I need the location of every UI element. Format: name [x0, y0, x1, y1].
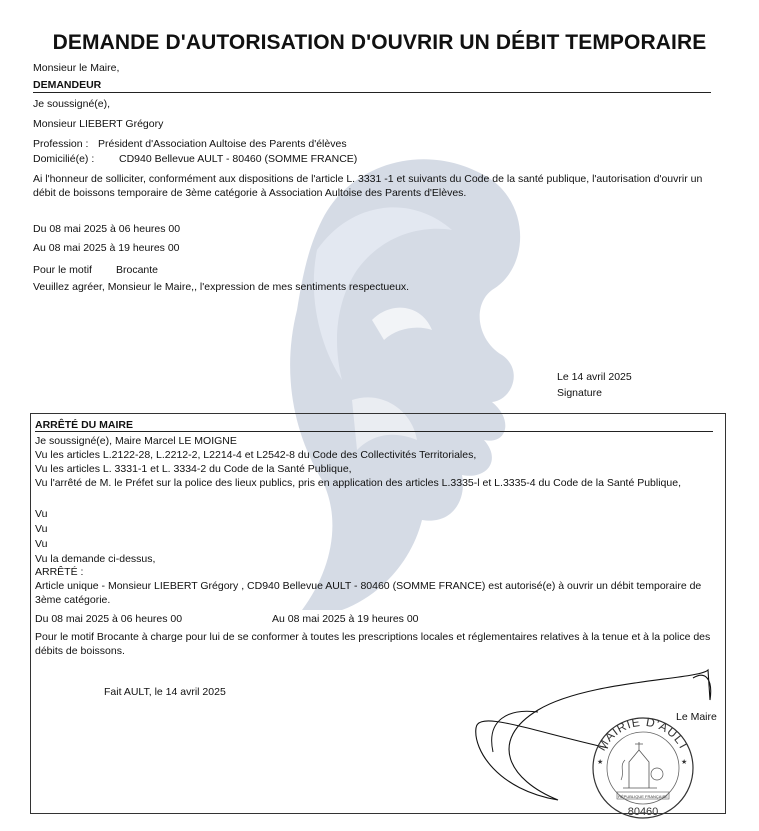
- arrete-vu-3: Vu: [35, 538, 48, 550]
- motif-value: Brocante: [116, 264, 159, 276]
- svg-text:★: ★: [681, 759, 688, 766]
- svg-text:80460: 80460: [627, 806, 659, 818]
- article-unique: Article unique - Monsieur LIEBERT Grégory , CD940 Bellevue AULT - 80460 (SOMME FRANCE) est autorisé(e) à ouvrir un débit temporaire de 3ème catégorie.: [35, 580, 702, 606]
- soussigne-text: Je soussigné(e),: [33, 98, 111, 110]
- arrete-rule: [35, 431, 713, 432]
- arrete-motif: Pour le motif Brocante à charge pour lui de se conformer à toutes les prescriptions locales et réglementaires relatives à la tenue et à la police des débits de boissons.: [35, 631, 711, 657]
- domicile-value: CD940 Bellevue AULT - 80460 (SOMME FRANCE): [119, 153, 358, 165]
- profession-value: Président d'Association Aultoise des Parents d'élèves: [98, 138, 347, 150]
- fait-a: Fait AULT, le 14 avril 2025: [104, 686, 226, 698]
- mayor-signature-stamp: [468, 650, 728, 830]
- arrete-line-maire: Je soussigné(e), Maire Marcel LE MOIGNE: [35, 435, 237, 447]
- demandeur-heading: DEMANDEUR: [33, 79, 102, 91]
- request-date: Le 14 avril 2025: [557, 371, 632, 383]
- arrete-to-date: Au 08 mai 2025 à 19 heures 00: [272, 613, 419, 625]
- arrete-line-cgct: Vu les articles L.2122-28, L.2212-2, L2214-4 et L2542-8 du Code des Collectivités Territoriales,: [35, 449, 477, 461]
- request-paragraph: Ai l'honneur de solliciter, conformément aux dispositions de l'article L. 3331 -1 et suivants du Code de la santé publique, l'autorisation d'ouvrir un débit de boissons temporaire de 3ème catégorie à Association Aultoise des Parents d'Elèves.: [33, 173, 703, 199]
- arrete-line-prefet: Vu l'arrêté de M. le Préfet sur la police des lieux publics, pris en application des articles L.3335-l et L.3335-4 du Code de la Santé Publique,: [35, 477, 681, 489]
- arrete-vu-2: Vu: [35, 523, 48, 535]
- request-from-date: Du 08 mai 2025 à 06 heures 00: [33, 223, 181, 235]
- domicile-label: Domicilié(e) :: [33, 153, 95, 165]
- arrete-from-date: Du 08 mai 2025 à 06 heures 00: [35, 613, 183, 625]
- arrete-line-csp: Vu les articles L. 3331-1 et L. 3334-2 du Code de la Santé Publique,: [35, 463, 352, 475]
- arrete-vu-demande: Vu la demande ci-dessus,: [35, 553, 156, 565]
- signature-label: Signature: [557, 387, 602, 399]
- svg-text:MAIRIE D'AULT: MAIRIE D'AULT: [594, 714, 692, 754]
- svg-text:★: ★: [597, 759, 604, 766]
- closing-formula: Veuillez agréer, Monsieur le Maire,, l'expression de mes sentiments respectueux.: [33, 281, 410, 293]
- request-to-date: Au 08 mai 2025 à 19 heures 00: [33, 242, 180, 254]
- profession-label: Profession :: [33, 138, 89, 150]
- salutation: Monsieur le Maire,: [33, 62, 120, 74]
- demandeur-rule: [33, 92, 711, 93]
- town-hall-seal-icon: [593, 715, 693, 822]
- document-title: DEMANDE D'AUTORISATION D'OUVRIR UN DÉBIT TEMPORAIRE: [52, 31, 707, 54]
- svg-text:RÉPUBLIQUE FRANÇAISE: RÉPUBLIQUE FRANÇAISE: [618, 794, 668, 799]
- le-maire-label: Le Maire: [676, 711, 717, 723]
- demandeur-name: Monsieur LIEBERT Grégory: [33, 118, 164, 130]
- arrete-vu-1: Vu: [35, 508, 48, 520]
- arrete-label: ARRÊTÉ :: [35, 566, 84, 578]
- motif-label: Pour le motif: [33, 264, 92, 276]
- arrete-heading: ARRÊTÉ DU MAIRE: [35, 419, 134, 431]
